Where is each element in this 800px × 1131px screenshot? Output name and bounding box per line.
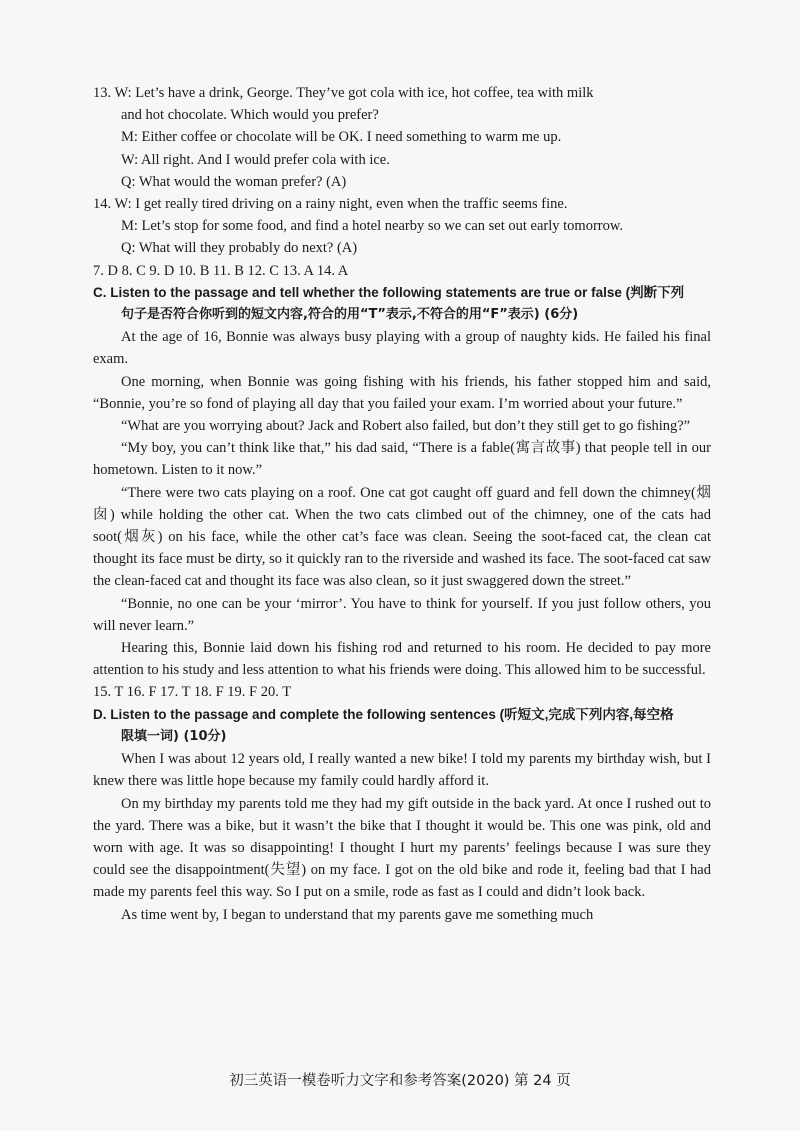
- q14-man: M: Let’s stop for some food, and find a hotel nearby so we can set out early tomorrow.: [121, 218, 624, 235]
- answers-section-c: 15. T 16. F 17. T 18. F 19. F 20. T: [93, 684, 292, 701]
- section-c-paragraph: “What are you worrying about? Jack and Robert also failed, but don’t they still get to go fishing?”: [121, 418, 691, 435]
- q13-line-2: and hot chocolate. Which would you prefer?: [121, 107, 379, 124]
- q14-question: Q: What will they probably do next? (A): [121, 240, 358, 257]
- section-d-heading-cont: 限填一词) (10分): [121, 728, 227, 744]
- section-d-paragraph: When I was about 12 years old, I really wanted a new bike! I told my parents my birthday wish, but I knew there was little hope because my family could hardly afford it.: [93, 751, 711, 790]
- section-c-paragraph: At the age of 16, Bonnie was always busy playing with a group of naughty kids. He failed his final exam.: [93, 329, 711, 368]
- section-c-heading-cont: 句子是否符合你听到的短文内容,符合的用“T”表示,不符合的用“F”表示) (6分): [121, 307, 579, 323]
- q13-woman: W: All right. And I would prefer cola with ice.: [121, 151, 390, 168]
- section-c-paragraph: “Bonnie, no one can be your ‘mirror’. You have to think for yourself. If you just follow others, you will never learn.”: [93, 595, 711, 634]
- section-c-paragraph: “There were two cats playing on a roof. One cat got caught off guard and fell down the chimney(烟囱) while holding the other cat. When the two cats climbed out of the chimney, one of the cats had soot(烟灰) on his face, while the other cat’s face was clean. Seeing the soot-faced cat, the clean cat thought its face must be dirty, so it quickly ran to the riverside and washed its face. The soot-faced cat saw the clean-faced cat and thought its face was also clean, so it just swaggered down the street.”: [93, 484, 711, 590]
- section-c-paragraph: One morning, when Bonnie was going fishing with his friends, his father stopped him and said, “Bonnie, you’re so fond of playing all day that you failed your exam. I’m worried about your future.”: [93, 373, 711, 412]
- answers-section-b: 7. D 8. C 9. D 10. B 11. B 12. C 13. A 14. A: [93, 262, 349, 279]
- section-d-paragraph: On my birthday my parents told me they had my gift outside in the back yard. At once I rushed out to the yard. There was a bike, but it wasn’t the bike that I thought it would be. This one was pink, old and worn with age. It was so disappointing! I thought I hurt my parents’ feelings because I was sure they could see the disappointment(失望) on my face. I got on the old bike and rode it, feeling bad that I had made my parents feel this way. So I put on a smile, rode as fast as I could and didn’t look back.: [93, 795, 711, 901]
- section-c-paragraph: Hearing this, Bonnie laid down his fishing rod and returned to his room. He decided to pay more attention to his study and less attention to what his friends were doing. This allowed him to be successful.: [93, 640, 711, 679]
- q13-line-1: 13. W: Let’s have a drink, George. They’ve got cola with ice, hot coffee, tea with milk: [93, 85, 594, 101]
- page-content: [93, 82, 711, 926]
- q13-man: M: Either coffee or chocolate will be OK. I need something to warm me up.: [121, 129, 562, 146]
- q14-line-1: 14. W: I get really tired driving on a rainy night, even when the traffic seems fine.: [93, 196, 568, 213]
- section-d-heading: D. Listen to the passage and complete the following sentences (听短文,完成下列内容,每空格: [93, 706, 674, 722]
- page-footer: 初三英语一模卷听力文字和参考答案(2020) 第 24 页: [229, 1073, 571, 1089]
- section-d-paragraph: As time went by, I began to understand that my parents gave me something much: [121, 906, 594, 923]
- q13-question: Q: What would the woman prefer? (A): [121, 173, 347, 190]
- section-c-heading: C. Listen to the passage and tell whether the following statements are true or false (判断下列: [93, 284, 685, 300]
- section-c-paragraph: “My boy, you can’t think like that,” his dad said, “There is a fable(寓言故事) that people tell in our hometown. Listen to it now.”: [93, 440, 711, 479]
